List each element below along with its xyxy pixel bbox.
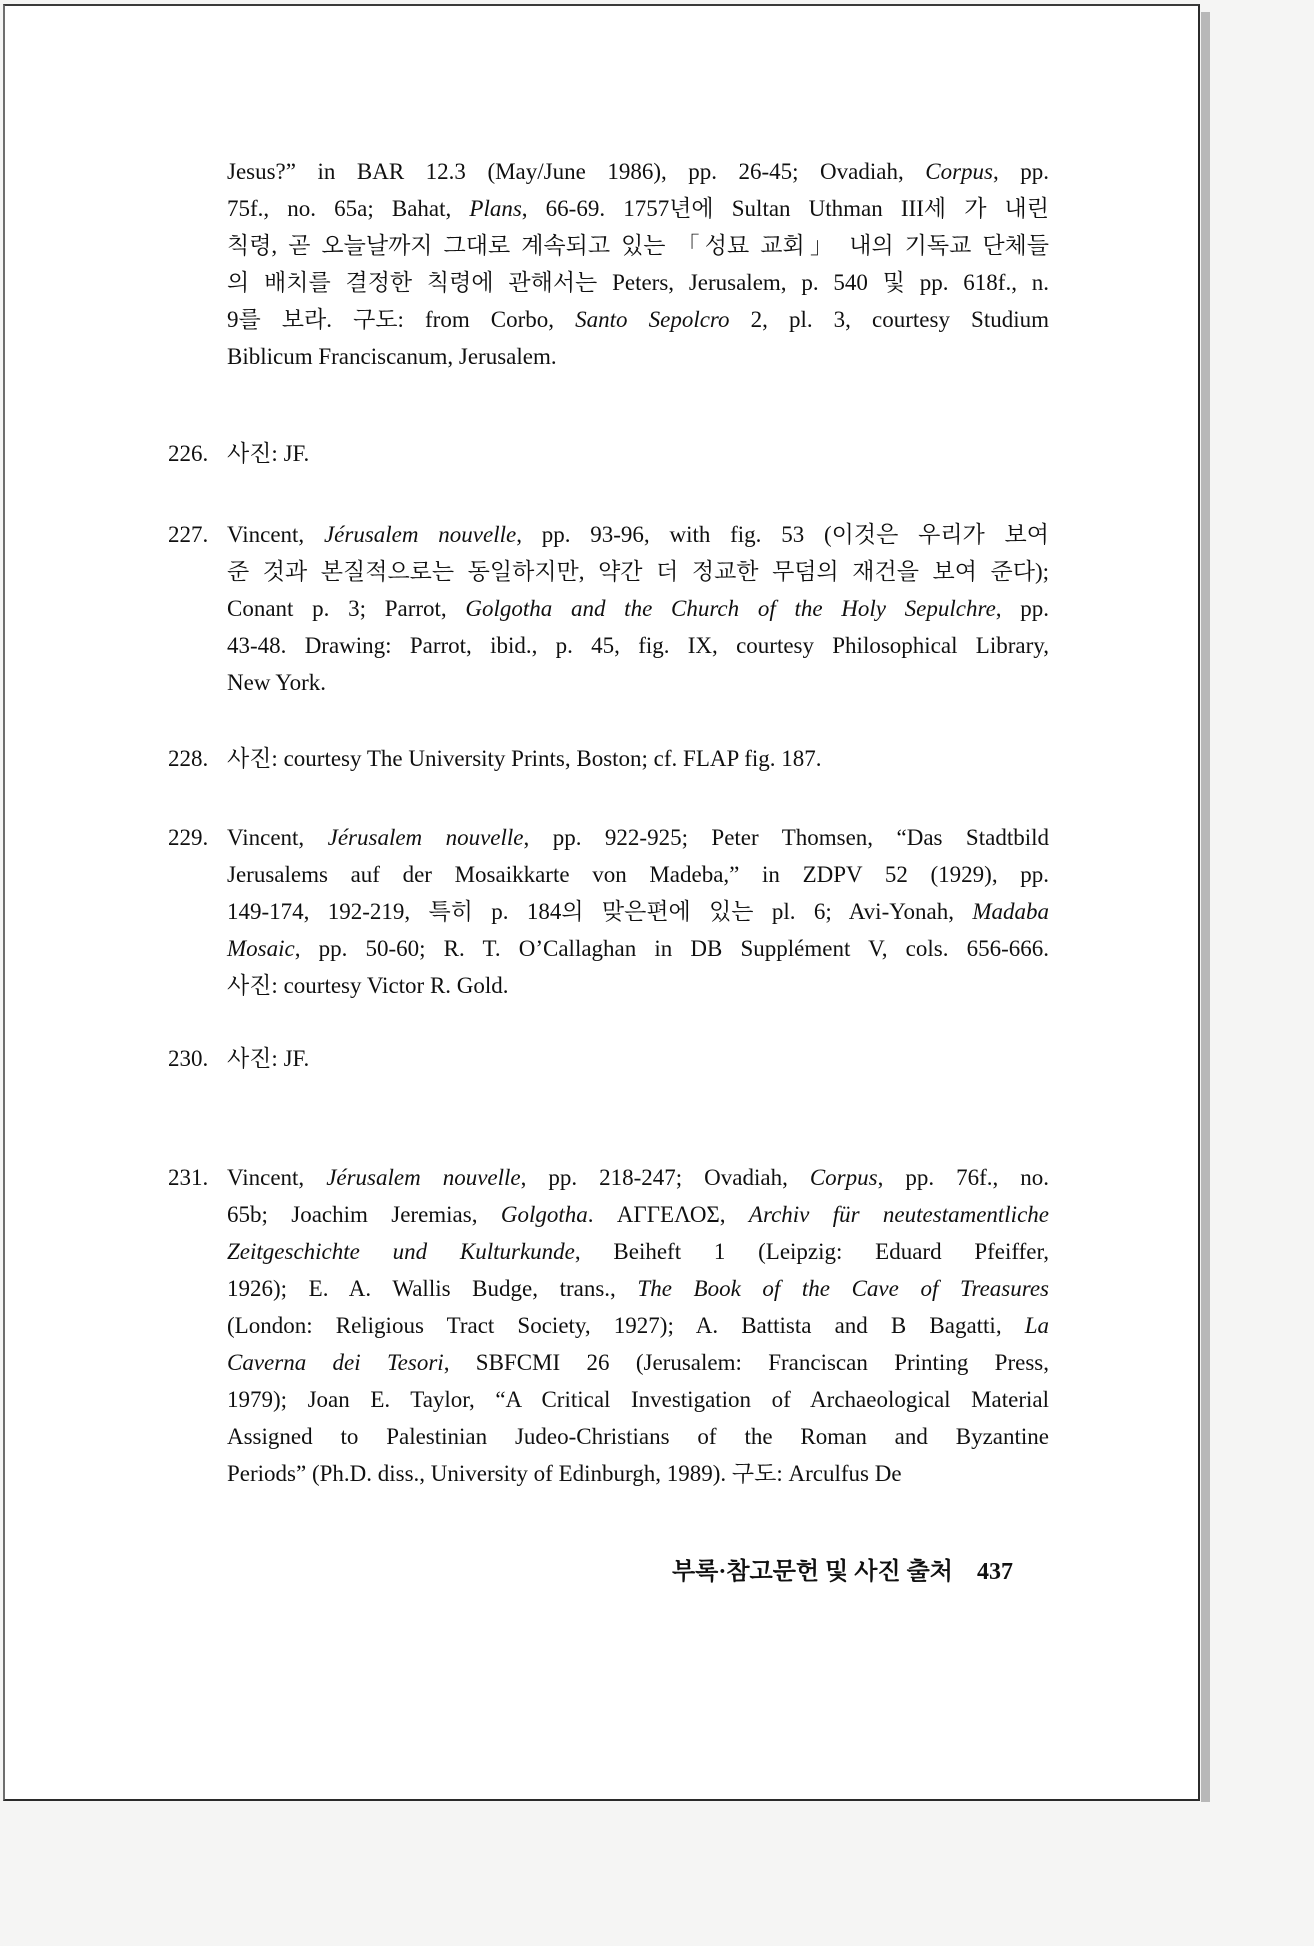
note-number: 231. <box>168 1165 209 1190</box>
text-segment: , pp. 93-96, with fig. 53 (이것은 우리가 보여 <box>516 522 1049 547</box>
text-segment: 75f., no. 65a; Bahat, <box>227 196 470 221</box>
text-line <box>227 516 1049 553</box>
text-line <box>227 435 1049 472</box>
italic-text-segment: Jérusalem nouvelle <box>327 825 524 850</box>
italic-text-segment: The Book of the Cave of Treasures <box>637 1276 1050 1301</box>
page-edge-shadow <box>1201 12 1210 1802</box>
text-line <box>227 590 1049 627</box>
note-body <box>227 1159 1049 1492</box>
text-segment: Jesus?” in BAR 12.3 (May/June 1986), pp. 26-45; Ovadiah, <box>227 159 926 184</box>
italic-text-segment: Golgotha <box>500 1202 588 1227</box>
page-footer <box>5 1554 1198 1591</box>
text-line <box>227 1344 1049 1381</box>
text-line <box>227 553 1049 590</box>
text-line <box>227 627 1049 664</box>
note-number: 228. <box>168 746 209 771</box>
text-segment: , pp. 218-247; Ovadiah, <box>520 1165 810 1190</box>
text-line <box>227 338 1049 375</box>
note-item <box>5 435 1198 472</box>
note-number: 226. <box>168 441 209 466</box>
continuation-paragraph <box>5 153 1198 375</box>
text-segment: , 66-69. 1757년에 Sultan Uthman III세 가 내린 <box>521 196 1049 221</box>
italic-text-segment: Mosaic <box>227 936 295 961</box>
text-segment: , pp. 922-925; Peter Thomsen, “Das Stadtbild <box>523 825 1049 850</box>
document-page <box>3 4 1200 1801</box>
text-segment: , pp. <box>995 596 1049 621</box>
text-line <box>227 740 1049 777</box>
note-item <box>5 1040 1198 1077</box>
text-segment: 1979); Joan E. Taylor, “A Critical Investigation of Archaeological Material <box>227 1387 1049 1412</box>
text-line <box>227 153 1049 190</box>
text-segment: 사진: JF. <box>227 1046 310 1071</box>
note-body <box>227 819 1049 1004</box>
text-line <box>227 1196 1049 1233</box>
text-line <box>227 1159 1049 1196</box>
text-segment: Jerusalems auf der Mosaikkarte von Madeba,” in ZDPV 52 (1929), pp. <box>227 862 1049 887</box>
text-segment: , pp. 50-60; R. T. O’Callaghan in DB Supplément V, cols. 656-666. <box>294 936 1049 961</box>
note-number: 230. <box>168 1046 209 1071</box>
text-line <box>227 856 1049 893</box>
text-segment: Vincent, <box>227 522 324 547</box>
text-line <box>227 1381 1049 1418</box>
text-segment: 의 배치를 결정한 칙령에 관해서는 Peters, Jerusalem, p. 540 및 pp. 618f., n. <box>227 270 1049 295</box>
text-segment: , pp. <box>993 159 1050 184</box>
italic-text-segment: Santo Sepolcro <box>575 307 730 332</box>
italic-text-segment: Golgotha and the Church of the Holy Sepulchre <box>465 596 996 621</box>
text-segment: 1926); E. A. Wallis Budge, trans., <box>227 1276 638 1301</box>
italic-text-segment: Plans <box>469 196 522 221</box>
note-item <box>5 819 1198 1004</box>
text-line <box>227 190 1049 227</box>
text-segment: 사진: JF. <box>227 441 310 466</box>
italic-text-segment: Zeitgeschichte und Kulturkunde <box>227 1239 575 1264</box>
text-segment: 43-48. Drawing: Parrot, ibid., p. 45, fig. IX, courtesy Philosophical Library, <box>227 633 1049 658</box>
text-segment: 준 것과 본질적으로는 동일하지만, 약간 더 정교한 무덤의 재건을 보여 준다); <box>227 559 1049 584</box>
note-number: 227. <box>168 522 209 547</box>
text-line <box>227 1307 1049 1344</box>
text-segment: 65b; Joachim Jeremias, <box>227 1202 501 1227</box>
text-segment: Vincent, <box>227 1165 327 1190</box>
text-line <box>227 1233 1049 1270</box>
note-item <box>5 1159 1198 1492</box>
text-segment: (London: Religious Tract Society, 1927); A. Battista and B Bagatti, <box>227 1313 1025 1338</box>
text-segment: , SBFCMI 26 (Jerusalem: Franciscan Printing Press, <box>443 1350 1049 1375</box>
note-body <box>227 435 1049 472</box>
notes-list <box>5 435 1198 1492</box>
text-segment: Assigned to Palestinian Judeo-Christians of the Roman and Byzantine <box>227 1424 1049 1449</box>
text-segment: 2, pl. 3, courtesy Studium <box>729 307 1049 332</box>
italic-text-segment: Corpus <box>925 159 993 184</box>
footer-title: 부록·참고문헌 및 사진 출처 <box>671 1559 953 1585</box>
text-segment: , pp. 76f., no. <box>877 1165 1049 1190</box>
text-line <box>227 1455 1049 1492</box>
text-line <box>227 664 1049 701</box>
text-segment: Periods” (Ph.D. diss., University of Edinburgh, 1989). 구도: Arculfus De <box>227 1461 902 1486</box>
text-segment: , Beiheft 1 (Leipzig: Eduard Pfeiffer, <box>574 1239 1050 1264</box>
italic-text-segment: La <box>1024 1313 1049 1338</box>
text-segment: 149-174, 192-219, 특히 p. 184의 맞은편에 있는 pl. 6; Avi-Yonah, <box>227 899 973 924</box>
footer-page-number: 437 <box>977 1559 1013 1585</box>
text-segment: 칙령, 곧 오늘날까지 그대로 계속되고 있는 「성묘 교회」 내의 기독교 단체들 <box>227 233 1049 258</box>
text-line <box>227 1040 1049 1077</box>
text-segment: 사진: courtesy Victor R. Gold. <box>227 973 509 998</box>
text-segment: New York. <box>227 670 327 695</box>
italic-text-segment: Caverna dei Tesori <box>227 1350 444 1375</box>
text-line <box>227 1418 1049 1455</box>
note-item <box>5 740 1198 777</box>
text-line <box>227 967 1049 1004</box>
note-body <box>227 516 1049 701</box>
note-number: 229. <box>168 825 209 850</box>
text-segment: Conant p. 3; Parrot, <box>227 596 466 621</box>
italic-text-segment: Corpus <box>809 1165 878 1190</box>
text-line <box>227 893 1049 930</box>
text-line <box>227 264 1049 301</box>
text-segment: . ΑΓΓΕΛΟΣ, <box>587 1202 749 1227</box>
text-segment: 사진: courtesy The University Prints, Boston; cf. FLAP fig. 187. <box>227 746 822 771</box>
text-segment: 9를 보라. 구도: from Corbo, <box>227 307 576 332</box>
note-item <box>5 516 1198 701</box>
note-body <box>227 1040 1049 1077</box>
note-body <box>227 740 1049 777</box>
text-line <box>227 819 1049 856</box>
text-line <box>227 1270 1049 1307</box>
italic-text-segment: Madaba <box>972 899 1049 924</box>
italic-text-segment: Jérusalem nouvelle <box>323 522 517 547</box>
text-line <box>227 227 1049 264</box>
page-content <box>5 153 1198 1946</box>
text-segment: Biblicum Franciscanum, Jerusalem. <box>227 344 557 369</box>
text-segment: Vincent, <box>227 825 328 850</box>
italic-text-segment: Jérusalem nouvelle <box>326 1165 521 1190</box>
italic-text-segment: Archiv für neutestamentliche <box>748 1202 1049 1227</box>
text-line <box>227 930 1049 967</box>
text-line <box>227 301 1049 338</box>
